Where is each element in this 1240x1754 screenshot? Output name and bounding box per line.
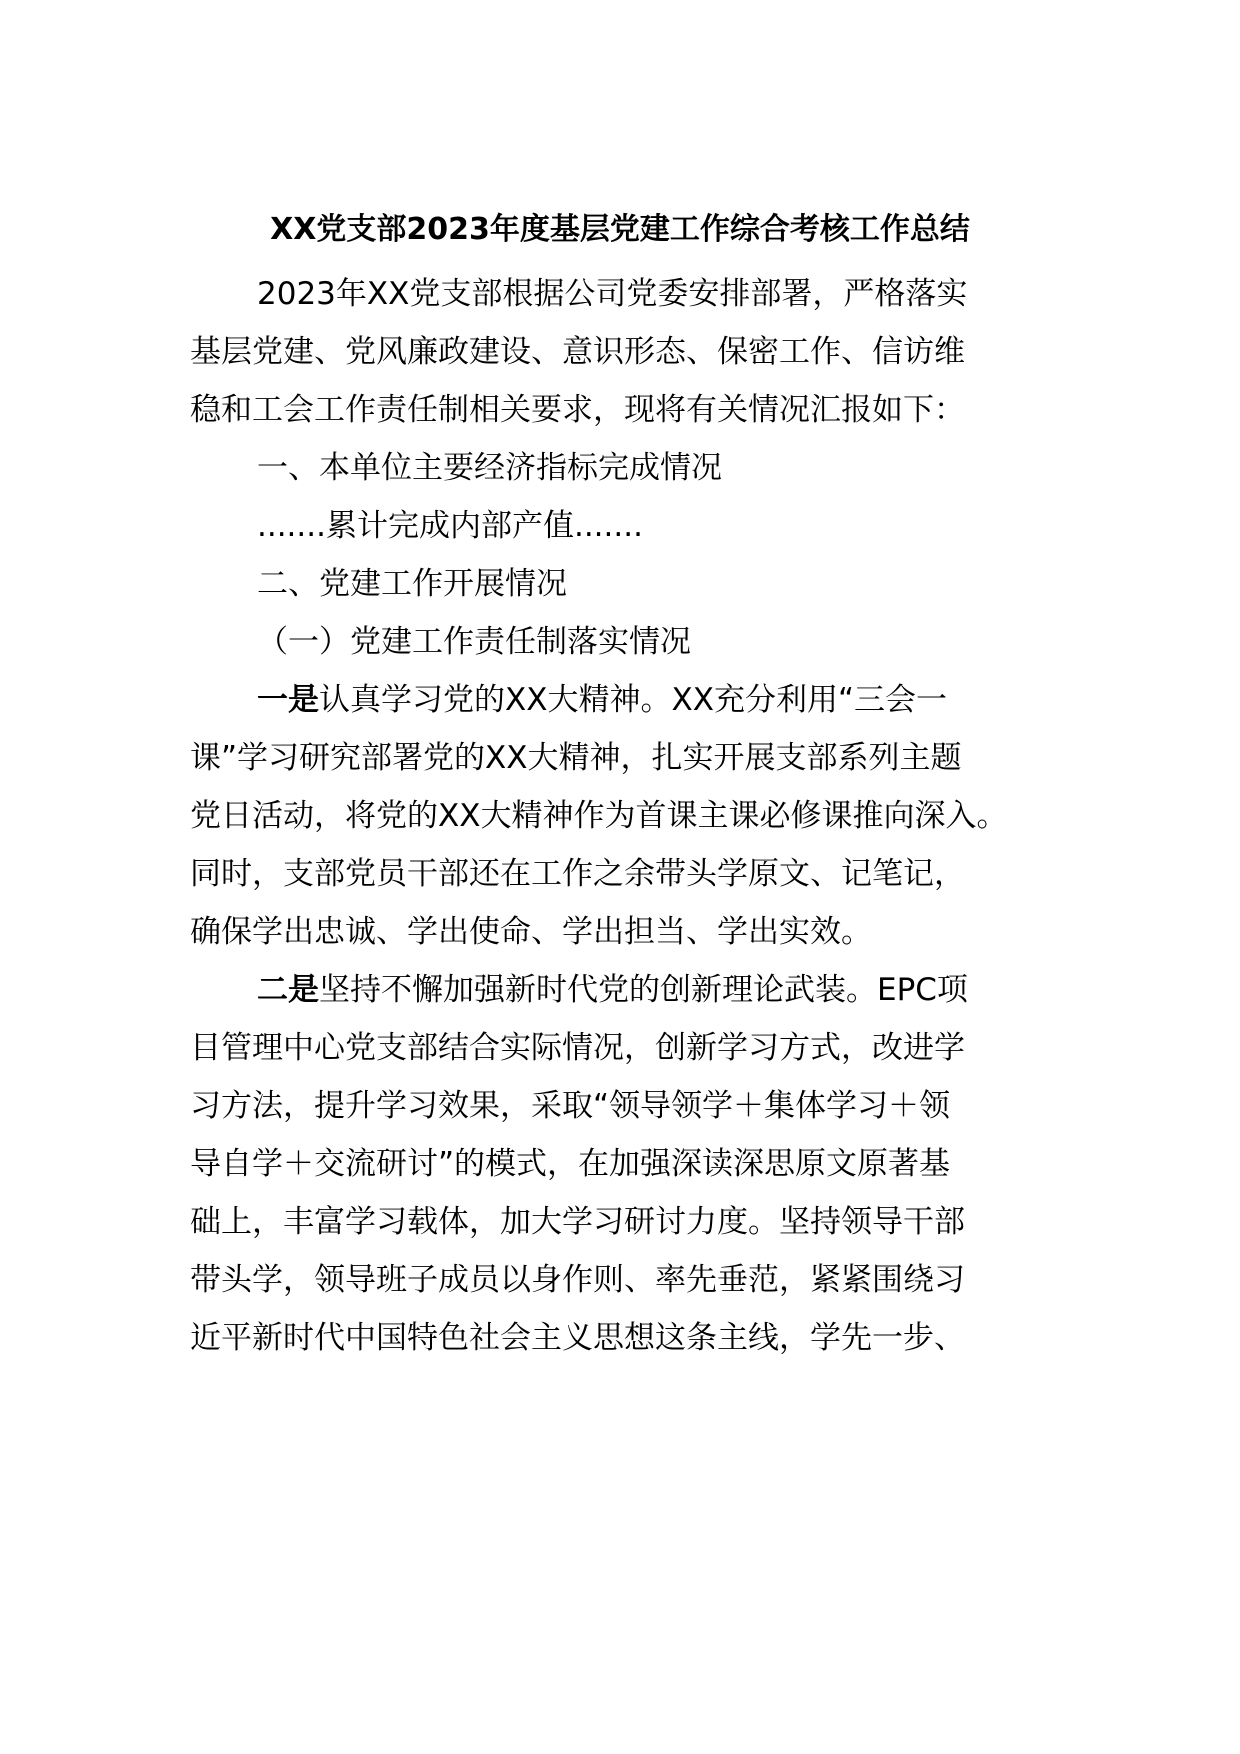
item1-line: 认真学习党的XX大精神。XX充分利用“三会一	[319, 682, 948, 718]
paragraph1-line: 稳和工会工作责任制相关要求，现将有关情况汇报如下：	[190, 392, 965, 428]
item2-line: 目管理中心党支部结合实际情况，创新学习方式，改进学	[190, 1030, 965, 1066]
item1-line: 党日活动，将党的XX大精神作为首课主课必修课推向深入。	[190, 798, 1008, 834]
section-heading-2: 二、党建工作开展情况	[257, 566, 567, 602]
item2-first-line	[257, 968, 968, 1012]
item2-line: 近平新时代中国特色社会主义思想这条主线，学先一步、	[190, 1320, 965, 1356]
item2-lead: 二是	[257, 972, 319, 1008]
output-line: .......累计完成内部产值.......	[257, 508, 643, 544]
item1-lead: 一是	[257, 682, 319, 718]
paragraph1-line: 基层党建、党风廉政建设、意识形态、保密工作、信访维	[190, 334, 965, 370]
section-heading-1: 一、本单位主要经济指标完成情况	[257, 450, 722, 486]
paragraph1-line: 2023年XX党支部根据公司党委安排部署，严格落实	[257, 276, 968, 312]
item2-line: 带头学，领导班子成员以身作则、率先垂范，紧紧围绕习	[190, 1262, 965, 1298]
item1-line: 同时，支部党员干部还在工作之余带头学原文、记笔记，	[190, 856, 965, 892]
item2-line: 导自学＋交流研讨”的模式，在加强深读深思原文原著基	[190, 1146, 951, 1182]
document-title: XX党支部2023年度基层党建工作综合考核工作总结	[270, 212, 970, 247]
item2-line: 习方法，提升学习效果，采取“领导领学＋集体学习＋领	[190, 1088, 951, 1124]
item2-line: 础上，丰富学习载体，加大学习研讨力度。坚持领导干部	[190, 1204, 965, 1240]
item1-line: 课”学习研究部署党的XX大精神，扎实开展支部系列主题	[190, 740, 962, 776]
subsection-heading-1: （一）党建工作责任制落实情况	[257, 624, 691, 660]
item1-line: 确保学出忠诚、学出使命、学出担当、学出实效。	[190, 914, 872, 950]
item2-line: 坚持不懈加强新时代党的创新理论武装。EPC项	[319, 972, 968, 1008]
item1-first-line	[257, 678, 947, 722]
